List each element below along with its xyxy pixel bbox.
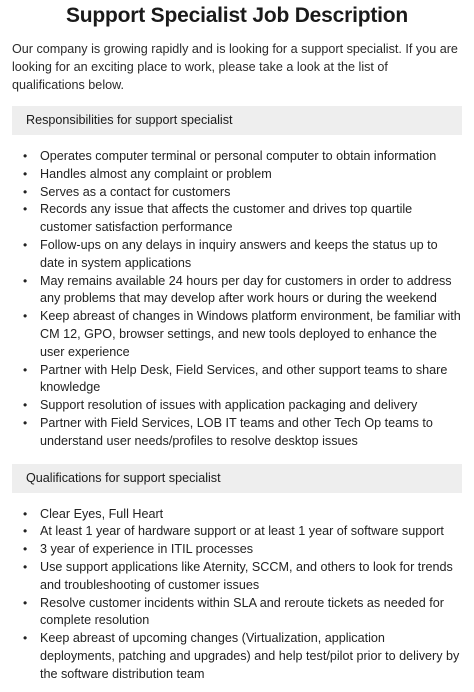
bullet-icon: • bbox=[23, 524, 28, 539]
list-item bbox=[12, 523, 462, 541]
list-item-text: Resolve customer incidents within SLA and reroute tickets as needed for complete resolution bbox=[40, 595, 444, 628]
page-title: Support Specialist Job Description bbox=[65, 4, 409, 27]
list-item bbox=[12, 559, 462, 595]
list-item bbox=[12, 273, 462, 309]
bullet-icon: • bbox=[23, 184, 28, 199]
list-item-text: Partner with Field Services, LOB IT teams and other Tech Op teams to understand user needs/profiles to resolve desktop issues bbox=[40, 415, 433, 448]
bullet-icon: • bbox=[23, 237, 28, 252]
responsibilities-header: Responsibilities for support specialist bbox=[12, 106, 462, 135]
bullet-icon: • bbox=[23, 202, 28, 217]
list-item bbox=[12, 362, 462, 398]
bullet-icon: • bbox=[23, 166, 28, 181]
list-item bbox=[12, 201, 462, 237]
list-item-text: Serves as a contact for customers bbox=[40, 184, 231, 199]
list-item bbox=[12, 415, 462, 451]
list-item bbox=[12, 308, 462, 361]
list-item-text: Handles almost any complaint or problem bbox=[40, 166, 272, 181]
list-item bbox=[12, 506, 462, 524]
bullet-icon: • bbox=[23, 559, 28, 574]
bullet-icon: • bbox=[23, 542, 28, 557]
qualifications-header: Qualifications for support specialist bbox=[12, 464, 462, 493]
responsibilities-list bbox=[12, 148, 462, 451]
bullet-icon: • bbox=[23, 506, 28, 521]
list-item-text: Records any issue that affects the customer and drives top quartile customer satisfaction performance bbox=[40, 202, 413, 235]
list-item-text: Support resolution of issues with application packaging and delivery bbox=[40, 398, 418, 413]
list-item-text: Use support applications like Aternity, SCCM, and others to look for trends and troubleshooting of customer issues bbox=[40, 559, 453, 592]
list-item-text: May remains available 24 hours per day for customers in order to address any problems that may develop after work hours or during the weekend bbox=[40, 273, 452, 306]
bullet-icon: • bbox=[23, 149, 28, 163]
bullet-icon: • bbox=[23, 273, 28, 288]
list-item bbox=[12, 595, 462, 631]
qualifications-list bbox=[12, 506, 462, 684]
bullet-icon: • bbox=[23, 595, 28, 610]
list-item-text: Keep abreast of upcoming changes (Virtualization, application deployments, patching and upgrades) and help test/pilot prior to delivery by the software distribution team bbox=[40, 631, 460, 681]
list-item bbox=[12, 630, 462, 683]
list-item bbox=[12, 148, 462, 166]
list-item bbox=[12, 397, 462, 415]
list-item-text: Keep abreast of changes in Windows platform environment, be familiar with CM 12, GPO, browser settings, and new tools deployed to enhance the user experience bbox=[40, 309, 461, 359]
list-item-text: Partner with Help Desk, Field Services, and other support teams to share knowledge bbox=[40, 362, 448, 395]
list-item bbox=[12, 166, 462, 184]
bullet-icon: • bbox=[23, 362, 28, 377]
list-item-text: Operates computer terminal or personal computer to obtain information bbox=[40, 149, 437, 163]
bullet-icon: • bbox=[23, 309, 28, 324]
bullet-icon: • bbox=[23, 398, 28, 413]
list-item bbox=[12, 237, 462, 273]
list-item-text: 3 year of experience in ITIL processes bbox=[40, 542, 254, 557]
list-item bbox=[12, 184, 462, 202]
list-item-text: Follow-ups on any delays in inquiry answers and keeps the status up to date in system applications bbox=[40, 237, 438, 270]
bullet-icon: • bbox=[23, 631, 28, 646]
list-item bbox=[12, 541, 462, 559]
list-item-text: At least 1 year of hardware support or at least 1 year of software support bbox=[40, 524, 444, 539]
bullet-icon: • bbox=[23, 415, 28, 430]
intro-paragraph: Our company is growing rapidly and is looking for a support specialist. If you are looking for an exciting place to work, please take a look at the list of qualifications below. bbox=[12, 42, 458, 92]
list-item-text: Clear Eyes, Full Heart bbox=[40, 506, 164, 521]
